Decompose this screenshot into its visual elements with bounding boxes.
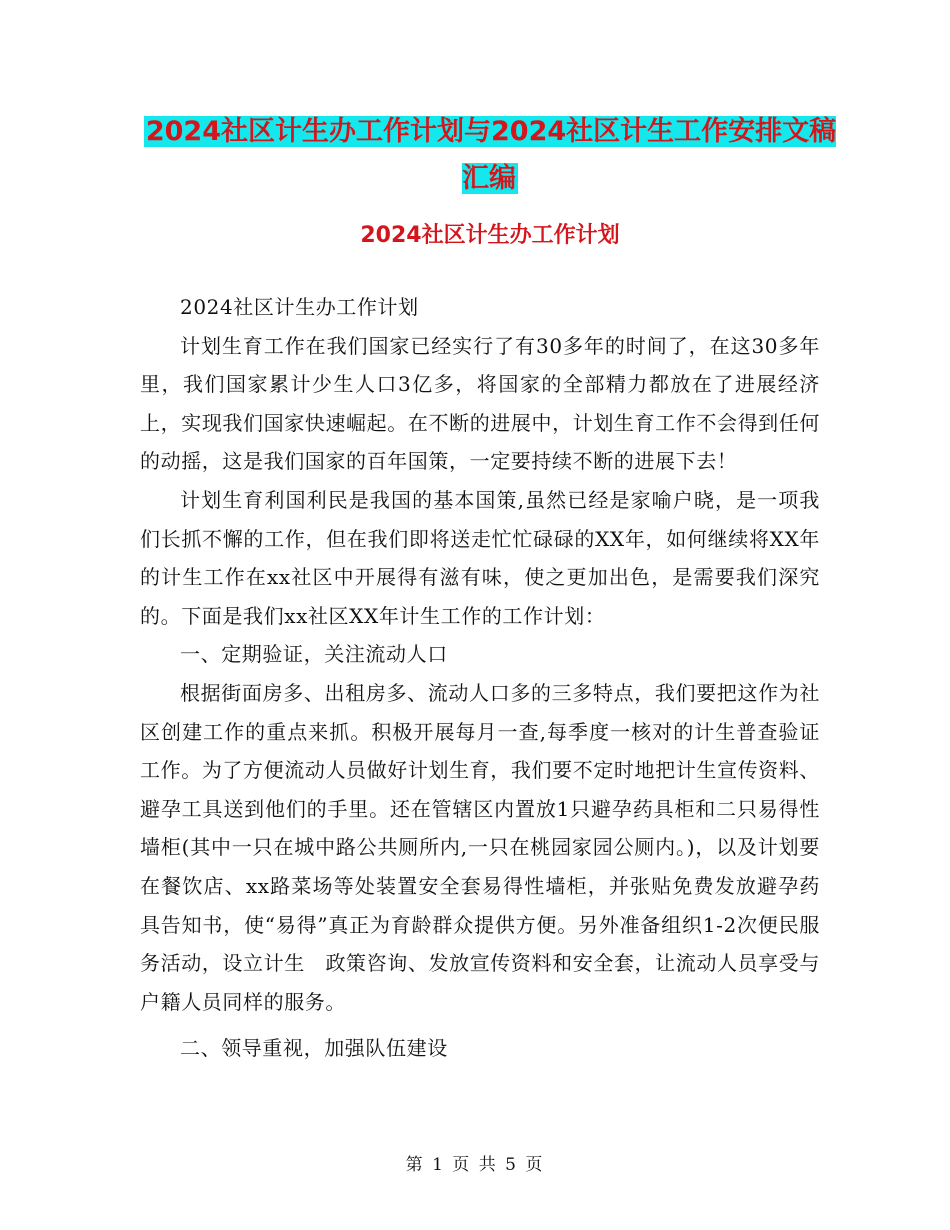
heading-section-2: 二、领导重视，加强队伍建设: [180, 1036, 448, 1061]
paragraph-policy: 计划生育利国利民是我国的基本国策,虽然已经是家喻户晓，是一项我们长抓不懈的工作，但在我们即将送走忙忙碌碌的XX年，如何继续将XX年的计生工作在xx社区中开展得有滋有味，使之更加出色，是需要我们深究的。下面是我们xx社区XX年计生工作的工作计划：: [140, 487, 820, 628]
section-title: 2024社区计生办工作计划: [360, 223, 620, 248]
paragraph-subtitle: 2024社区计生办工作计划: [180, 295, 419, 319]
heading-section-1: 一、定期验证，关注流动人口: [180, 642, 448, 667]
document-title: [140, 108, 840, 202]
document-body: [140, 288, 820, 1068]
document-title-highlight: 2024社区计生办工作计划与2024社区计生工作安排文稿汇编: [145, 116, 837, 194]
paragraph-section-1: 根据街面房多、出租房多、流动人口多的三多特点，我们要把这作为社区创建工作的重点来抓。积极开展每月一查,每季度一核对的计生普查验证工作。为了方便流动人员做好计划生育，我们要不定时地把计生宣传资料、避孕工具送到他们的手里。还在管辖区内置放1只避孕药具柜和二只易得性墙柜(其中一只在城中路公共厕所内,一只在桃园家园公厕内。)，以及计划要在餐饮店、xx路菜场等处装置安全套易得性墙柜，并张贴免费发放避孕药具告知书，使“易得”真正为育龄群众提供方便。另外准备组织1-2次便民服务活动，设立计生 政策咨询、发放宣传资料和安全套，让流动人员享受与户籍人员同样的服务。: [140, 680, 820, 1014]
paragraph-intro: 计划生育工作在我们国家已经实行了有30多年的时间了，在这30多年里，我们国家累计少生人口3亿多，将国家的全部精力都放在了进展经济上，实现我们国家快速崛起。在不断的进展中，计划生育工作不会得到任何的动摇，这是我们国家的百年国策，一定要持续不断的进展下去！: [140, 333, 820, 474]
page-footer: 第 1 页 共 5 页: [405, 1155, 545, 1175]
